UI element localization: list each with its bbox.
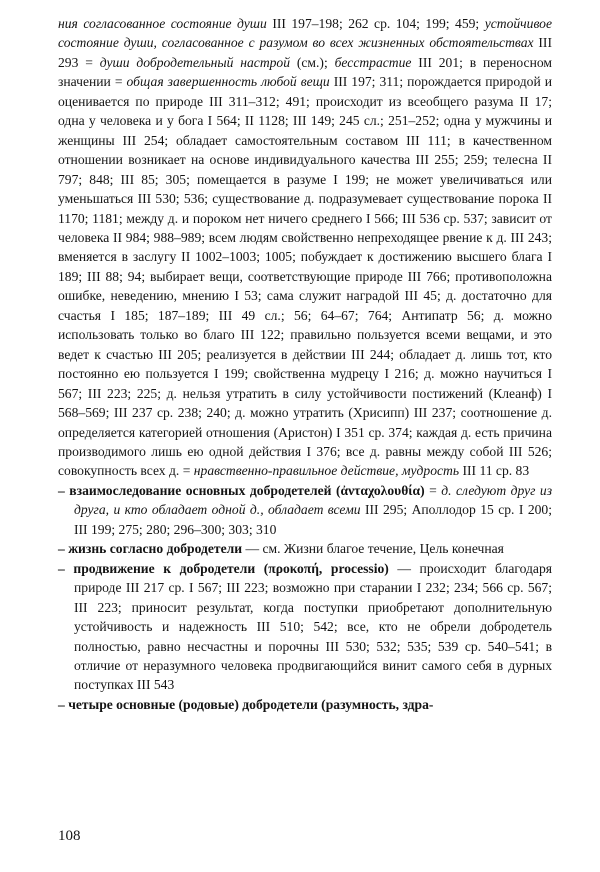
- italic-phrase: нравственно-правильное действие, мудрость: [193, 463, 460, 479]
- entry-term: продвижение к добродетели: [73, 560, 256, 576]
- entry-term: жизнь согласно добродетели: [68, 541, 243, 557]
- subentry: [58, 695, 552, 714]
- entry-term: взаимоследование основных добродетелей: [69, 482, 332, 498]
- italic-phrase: ния согласованное состояние души: [58, 16, 267, 31]
- text-run: — происходит благодаря природе III 217 ср. I 567; III 223; возможно при старании I 232; 234; 566 ср. 567; III 223; приносит результат, когда поступки приобретают дополнительную устойчивость и надежность III 510; 542; все, кто не обрели добродетель полностью, равно несчастны и порочны III 530; 532; 535; 539 ср. 540–541; в отличие от неразумного человека продвигающийся винит самого себя в дурных поступках III 543: [74, 560, 552, 693]
- entry-continuation: [58, 14, 552, 481]
- subentry: [58, 559, 552, 695]
- italic-phrase: устойчивое состояние души, согласованное с разумом во всех жизненных обстоятельствах: [58, 16, 552, 51]
- document-page: [58, 14, 552, 714]
- text-run: III 293 =: [58, 35, 552, 70]
- text-run: (см.);: [290, 54, 335, 70]
- text-run: — см. Жизни благое течение, Цель конечная: [242, 541, 504, 557]
- entry-greek: (προκοπή, processio): [255, 560, 389, 576]
- entry-dash: –: [58, 541, 65, 557]
- subentry: [58, 481, 552, 539]
- italic-phrase: д. следуют друг из друга, и кто обладает одной д., обладает всеми: [74, 482, 553, 518]
- italic-phrase: бесстрастие: [334, 54, 412, 70]
- entry-dash: –: [58, 560, 65, 576]
- page-number: 108: [58, 828, 81, 844]
- italic-phrase: общая завершенность любой вещи: [126, 74, 330, 90]
- entry-dash: –: [58, 696, 65, 712]
- text-run: III 295; Аполлодор 15 ср. I 200; III 199; 275; 280; 296–300; 303; 310: [74, 502, 553, 537]
- entry-dash: –: [58, 482, 65, 498]
- entry-term: четыре основные (родовые) добродетели (разумность, здра-: [68, 696, 434, 712]
- text-run: =: [424, 482, 442, 498]
- italic-phrase: души добродетельный настрой: [99, 54, 291, 70]
- text-run: III 201; в переносном значении =: [58, 54, 552, 90]
- entry-greek: (ἀνταχολουθία): [331, 482, 425, 498]
- subentry: [58, 539, 552, 558]
- text-run: III 11 ср. 83: [459, 463, 530, 479]
- text-run: III 197; 311; порождается природой и оценивается по природе III 311–312; 491; происходит из всеобщего разума II 17; одна у человека и у бога I 564; II 1128; III 149; 245 сл.; 251–252; одна у мужчины и женщины III 254; обладает самостоятельным составом III 111; в качественном отношении возникает на основе индивидуального качества III 255; 259; телесна II 797; 848; III 85; 305; помещается в разуме I 199; не может увеличиваться или уменьшаться III 530; 536; существование д. подразумевает существование порока II 1170; 1181; между д. и пороком нет ничего среднего I 566; III 536 ср. 537; зависит от человека II 984; 988–989; всем людям свойственно непреходящее рвение к д. III 243; вменяется в заслугу II 1002–1003; 1005; побуждает к достижению высшего блага I 189; III 88; 94; выбирает вещи, соответствующие природе III 766; противоположна ошибке, неведению, мнению I 53; сама служит наградой III 45; д. достаточно для счастья I 185; 187–189; III 49 сл.; 56; 64–67; 764; Антипатр 56; д. можно использовать только во благо III 122; правильно пользуется всеми вещами, и это ведет к счастью III 205; реализуется в действии III 244; обладает д. лишь тот, кто постоянно ею пользуется I 199; свойственна мудрецу I 216; д. можно научиться I 567; III 223; 225; д. нельзя утратить в силу устойчивости постижений (Клеанф) I 568–569; III 237 ср. 238; 240; д. можно утратить (Хрисипп) III 237; соотношение д. определяется категорией отношения (Аристон) I 351 ср. 374; каждая д. есть причина производимого лишь ею одной действия I 376; все д. равны между собой III 526; совокупность всех д. =: [58, 74, 553, 479]
- text-run: III 197–198; 262 ср. 104; 199; 459;: [266, 16, 485, 31]
